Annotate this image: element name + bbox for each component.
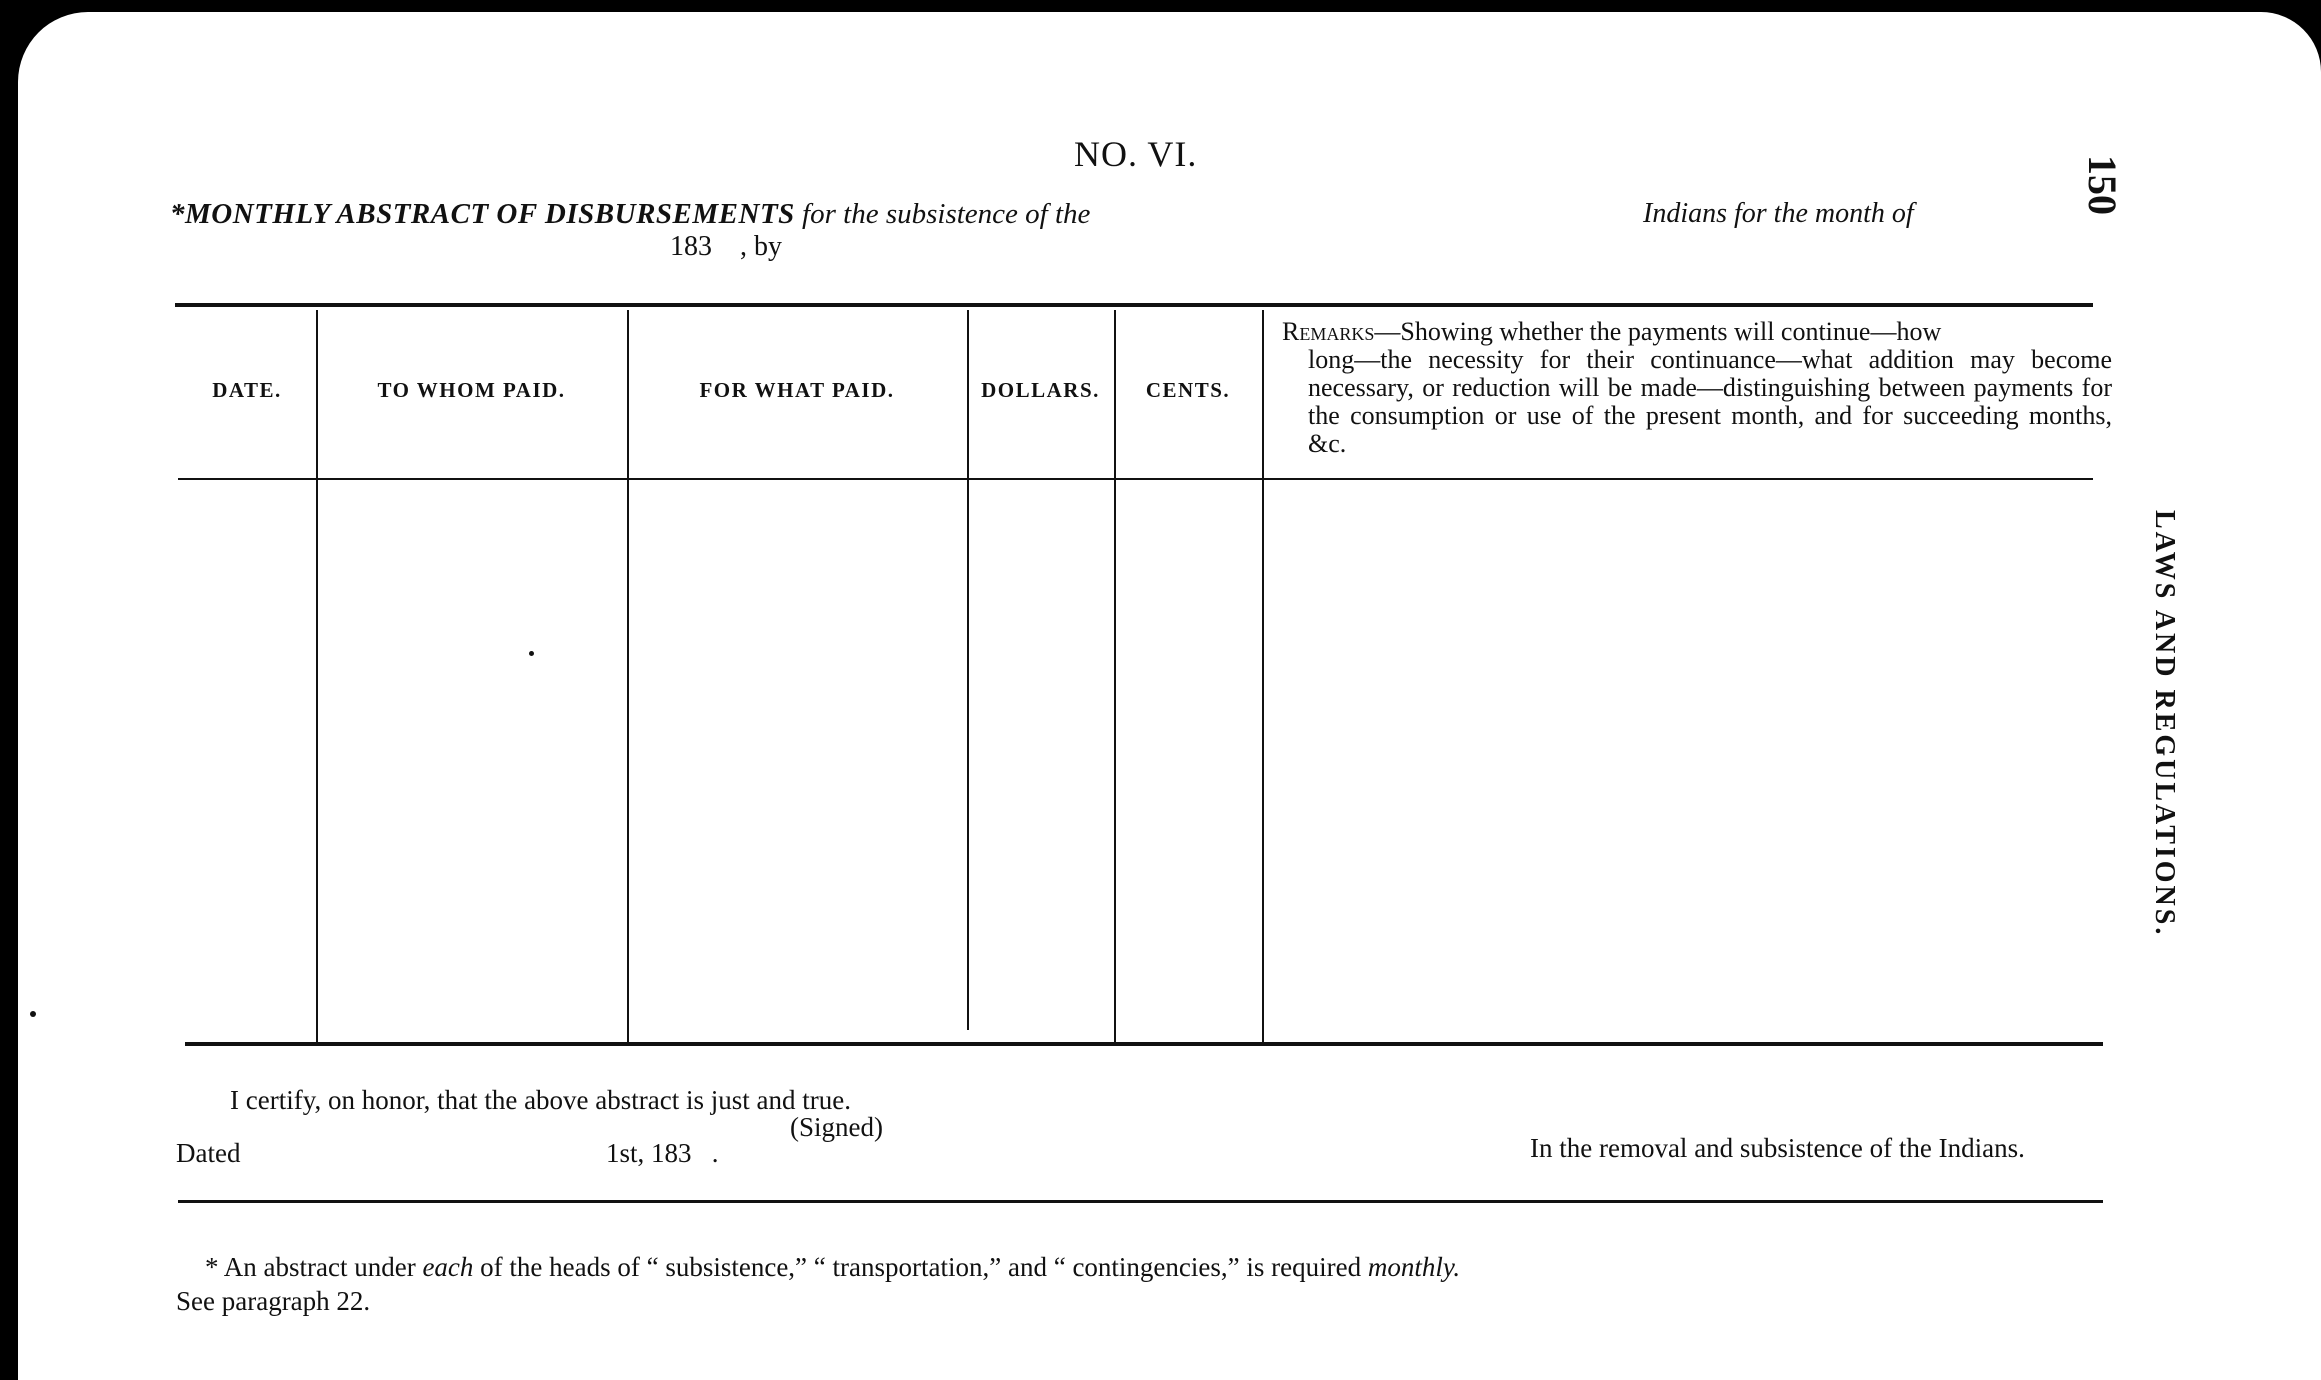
column-divider-3 [967,310,969,1030]
date-fill: 1st, 183 . [606,1138,719,1168]
ink-speck [30,1011,36,1017]
footer-rule [178,1200,2103,1203]
table-top-rule [175,303,2093,307]
header-dollars: DOLLARS. [981,378,1100,402]
title-marker: * [170,198,185,230]
footnote-text-1: An abstract under [218,1252,423,1282]
column-divider-4 [1114,310,1116,1042]
header-bottom-rule [178,478,2093,480]
signed-label: (Signed) [790,1112,883,1142]
footnote-text-2: of the heads of “ subsistence,” “ transportation,” and “ contingencies,” is required [473,1252,1368,1282]
table-bottom-rule [185,1042,2103,1046]
column-divider-5 [1262,310,1264,1042]
title-rest: for the subsistence of the [794,198,1091,230]
header-to-whom-paid: TO WHOM PAID. [377,378,566,402]
footnote-monthly: monthly. [1367,1252,1461,1282]
running-head: LAWS AND REGULATIONS. [2149,510,2180,938]
column-divider-2 [627,310,629,1042]
form-number: NO. VI. [1074,134,1198,174]
header-cents: CENTS. [1145,378,1231,402]
title-right: Indians for the month of [1643,198,1914,229]
dated-label: Dated [176,1138,241,1168]
header-remarks [1282,318,2112,458]
header-date: DATE. [212,378,282,402]
footnote-reference: See paragraph 22. [176,1286,371,1316]
footnote-marker: * [205,1252,219,1282]
remarks-body: long—the necessity for their continuance—what addition may become necessary, or reduction will be made—distinguishing between payments for the consumption or use of the present month, and for succeeding months, &c. [1308,345,2112,458]
remarks-lead: Remarks [1282,317,1375,346]
footnote [205,1252,1460,1283]
certification-text: I certify, on honor, that the above abstract is just and true. [230,1085,851,1115]
title-line-2: 183 , by [670,231,782,262]
ink-speck [529,651,534,656]
title-caps: MONTHLY ABSTRACT OF DISBURSEMENTS [185,198,795,230]
remarks-first-line: —Showing whether the payments will continue—how [1374,317,1942,346]
removal-note: In the removal and subsistence of the Indians. [1530,1133,2025,1163]
form-title [170,198,1090,231]
page-number: 150 [2080,155,2125,215]
footnote-each: each [422,1252,474,1282]
column-divider-1 [316,310,318,1042]
header-for-what-paid: FOR WHAT PAID. [699,378,895,402]
